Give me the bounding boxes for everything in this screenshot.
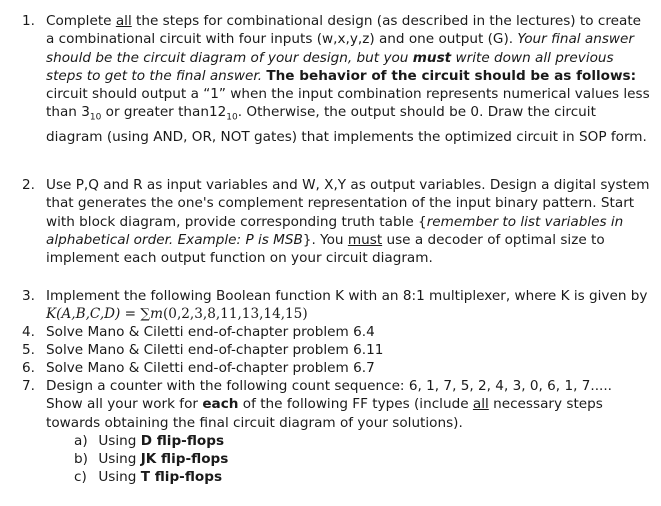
ff-option-jk: b) Using JK flip-flops [74, 451, 229, 468]
question-number: 3. [22, 288, 35, 304]
question-text: Solve Mano & Ciletti end-of-chapter problem 6.4 [46, 324, 375, 340]
question-text: Complete all the steps for combinational design (as described in the lectures) to create a combinational circuit with four inputs (w,x,y,z) and one output (G). Your final answer should be the circuit diagram of your design, but you must write down all previous steps to get to the final answer. The behavior of the circuit should be as follows: circuit should output a “1” when the input combination represents numerical values less than $3_{10}$ or greater $than12_{10}$. Otherwise, the output should be 0. Draw the circuit diagram (using AND, OR, NOT gates) that implements the optimized circuit in SOP form. [46, 13, 650, 145]
question-number: 5. [22, 342, 35, 358]
question-text: Implement the following Boolean function K with an 8:1 multiplexer, where K is given by K(A,B,C,D) = ∑m(0,2,3,8,11,13,14,15) [46, 288, 648, 323]
ff-option-list [50, 432, 652, 487]
question-7 [22, 377, 652, 487]
ff-option-t: c) Using T flip-flops [74, 469, 223, 486]
question-number: 1. [22, 13, 35, 29]
question-text: Use P,Q and R as input variables and W, X,Y as output variables. Design a digital system that generates the one's complement representation of the input binary pattern. Start with block diagram, provide corresponding truth table {remember to list variables in alphabetical order. Example: P is MSB}. You must use a decoder of optimal size to implement each output function on your circuit diagram. [46, 177, 650, 267]
question-number: 2. [22, 177, 35, 193]
question-4 [22, 323, 652, 341]
question-text: Solve Mano & Ciletti end-of-chapter problem 6.11 [46, 342, 384, 358]
ff-option-d: a) Using D flip-flops [74, 432, 225, 449]
question-text: Design a counter with the following count sequence: 6, 1, 7, 5, 2, 4, 3, 0, 6, 1, 7..... Show all your work for each of the following FF types (include all necessary steps towards obtaining the final circuit diagram of your solutions). [46, 378, 612, 431]
question-6 [22, 359, 652, 377]
question-number: 4. [22, 324, 35, 340]
question-1 [22, 12, 652, 146]
question-2 [22, 176, 652, 267]
question-5 [22, 341, 652, 359]
boolean-function: K(A,B,C,D) = ∑m(0,2,3,8,11,13,14,15) [46, 306, 308, 323]
question-3 [22, 287, 652, 324]
question-number: 6. [22, 360, 35, 376]
question-text: Solve Mano & Ciletti end-of-chapter problem 6.7 [46, 360, 375, 376]
question-number: 7. [22, 378, 35, 394]
